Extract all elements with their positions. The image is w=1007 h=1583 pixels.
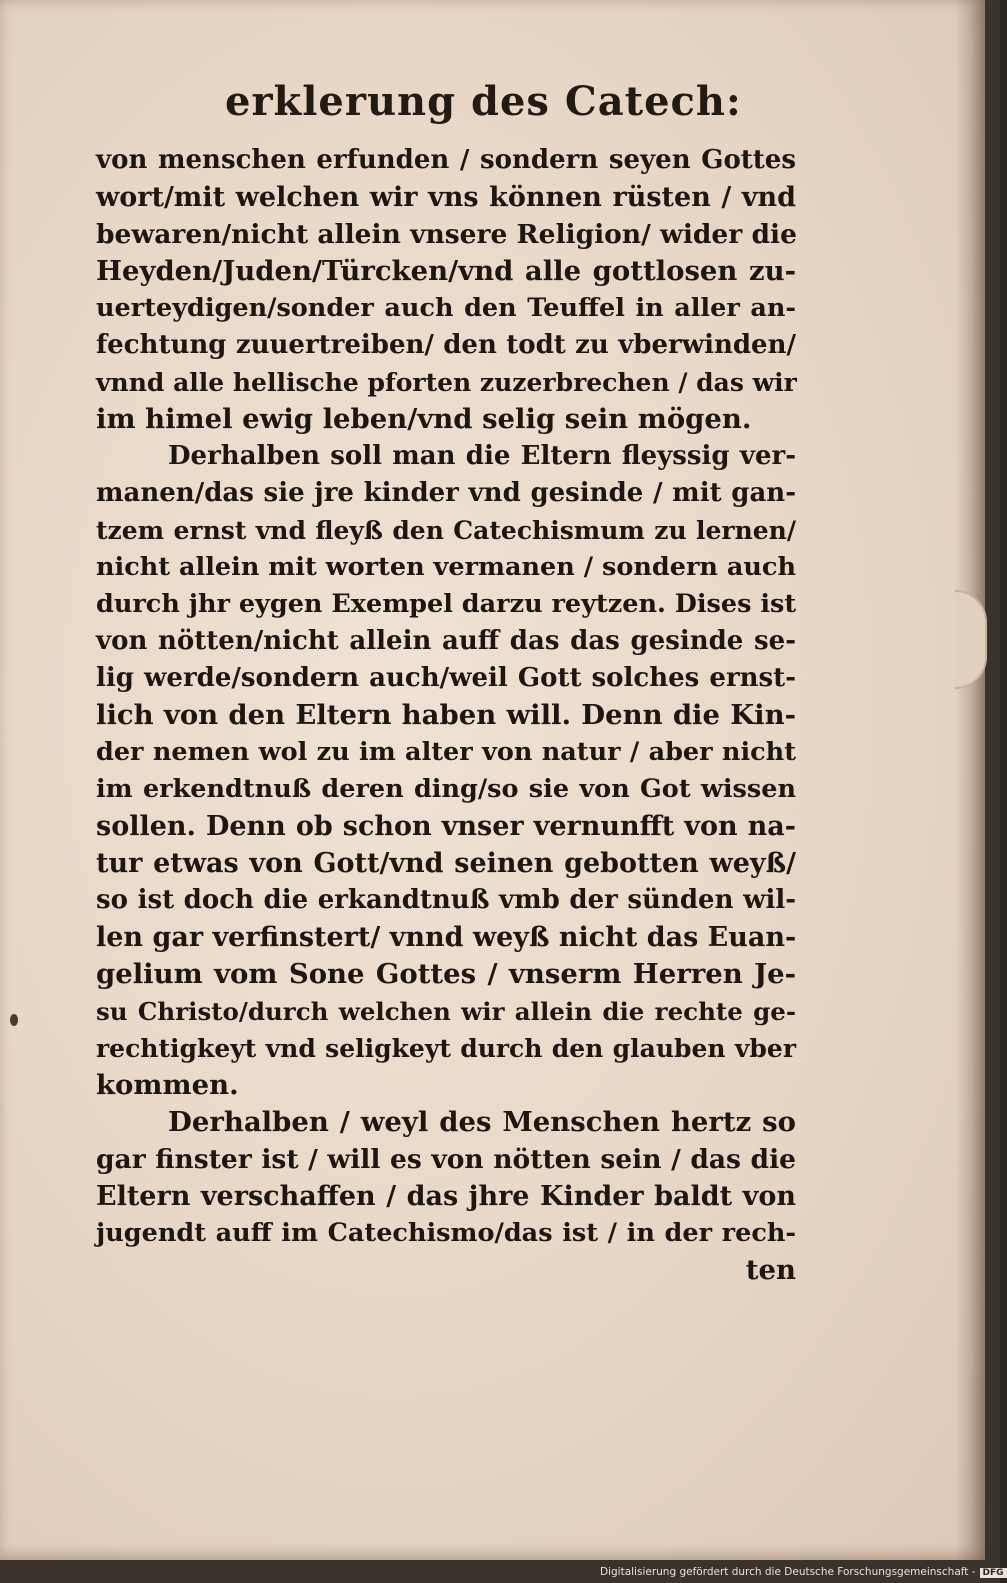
text-line: lich von den Eltern haben will. Denn die Kin- (96, 699, 796, 731)
page-edge-shadow (955, 0, 985, 1560)
text-line: im erkendtnuß deren ding/so sie von Got wissen (96, 774, 796, 804)
body-text (96, 142, 796, 1289)
text-line: lig werde/sondern auch/weil Gott solches ernst- (96, 663, 796, 693)
text-line: su Christo/durch welchen wir allein die rechte ge- (96, 997, 796, 1026)
text-line: von menschen erfunden / sondern seyen Gottes (96, 145, 796, 175)
digitization-credit (600, 1566, 1004, 1582)
text-line: manen/das sie jre kinder vnd gesinde / mit gan- (96, 478, 796, 508)
text-line: tzem ernst vnd fleyß den Catechismum zu lernen/ (96, 516, 796, 545)
text-line: gelium vom Sone Gottes / vnserm Herren Je- (96, 958, 796, 990)
text-line: nicht allein mit worten vermanen / sondern auch (96, 552, 796, 582)
text-line: uerteydigen/sonder auch den Teuffel in aller an- (96, 293, 796, 323)
text-line: fechtung zuuertreiben/ den todt zu vberwinden/ (96, 330, 796, 360)
text-line: von nötten/nicht allein auff das das gesinde se- (96, 626, 796, 656)
text-line: Heyden/Juden/Türcken/vnd alle gottlosen zu- (96, 255, 796, 287)
text-line: Eltern verschaffen / das jhre Kinder baldt von (96, 1181, 796, 1212)
text-line: so ist doch die erkandtnuß vmb der sünden wil- (96, 885, 796, 915)
text-line: der nemen wol zu im alter von natur / aber nicht (96, 737, 796, 767)
dfg-logo: DFG (980, 1568, 1007, 1578)
ink-spot (10, 1014, 18, 1026)
text-line: jugendt auff im Catechismo/das ist / in der rech- (96, 1218, 796, 1248)
text-line: len gar verfinstert/ vnnd weyß nicht das Euan- (96, 922, 797, 953)
text-line: wort/mit welchen wir vns können rüsten / vnd (96, 182, 796, 213)
text-line: durch jhr eygen Exempel darzu reytzen. Dises ist (96, 589, 797, 619)
text-line: Derhalben soll man die Eltern fleyssig ver- (168, 441, 796, 471)
credit-text: Digitalisierung gefördert durch die Deutsche Forschungsgemeinschaft - (600, 1566, 976, 1578)
text-line: im himel ewig leben/vnd selig sein mögen. (96, 403, 752, 435)
text-line: vnnd alle hellische pforten zuzerbrechen / das wir (96, 368, 797, 397)
text-line: kommen. (96, 1069, 239, 1101)
running-head: erklerung des Catech: (225, 78, 742, 125)
text-line: gar finster ist / will es von nötten sein / das die (96, 1144, 796, 1175)
text-line: bewaren/nicht allein vnsere Religion/ wider die (96, 219, 797, 250)
text-line: Derhalben / weyl des Menschen hertz so (168, 1106, 796, 1138)
catchword: ten (745, 1254, 796, 1286)
text-line: tur etwas von Gott/vnd seinen gebotten weyß/ (96, 848, 796, 879)
text-line: sollen. Denn ob schon vnser vernunfft von na- (96, 811, 796, 842)
text-line: rechtigkeyt vnd seligkeyt durch den glauben vber (96, 1034, 796, 1063)
